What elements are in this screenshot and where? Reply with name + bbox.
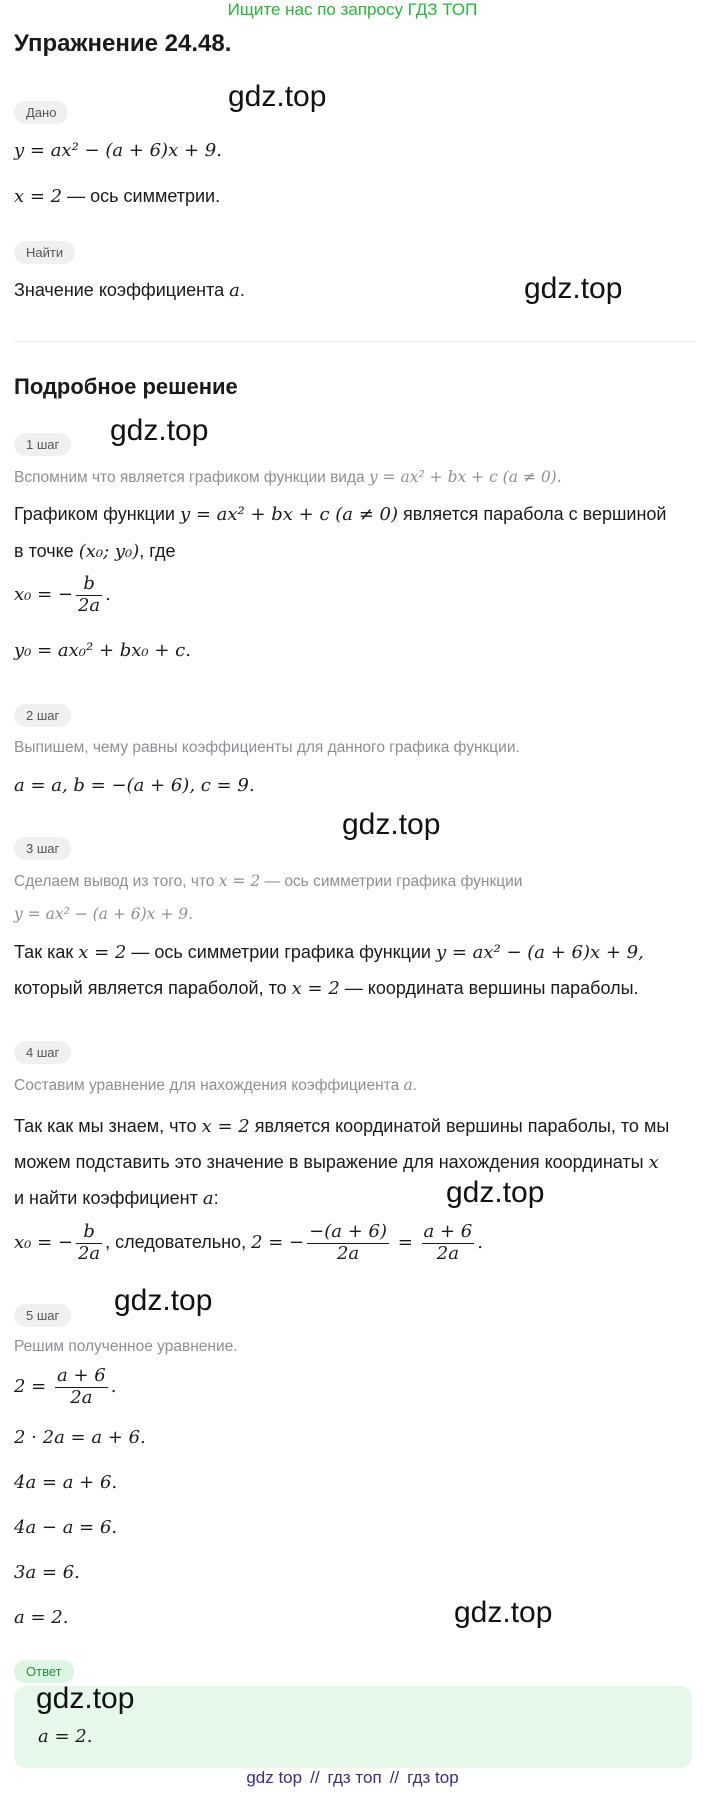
step-hint: y = ax² − (a + 6)x + 9.	[14, 905, 194, 923]
search-banner: Ищите нас по запросу ГДЗ ТОП	[227, 0, 478, 19]
given-badge: Дано	[14, 101, 68, 124]
step-text: Графиком функции y = ax² + bx + c (a ≠ 0) является парабола с вершиной	[14, 504, 667, 525]
formula-x0: x₀ = − $\frac{b}{2a}$ .	[14, 573, 111, 616]
step-text: можем подставить это значение в выражение для нахождения координаты x	[14, 1152, 659, 1173]
solve-line: 2 = $\frac{a + 6}{2a}$ .	[14, 1365, 117, 1408]
answer-value: a = 2.	[38, 1726, 93, 1747]
find-badge: Найти	[14, 241, 75, 264]
answer-badge: Ответ	[14, 1660, 74, 1683]
footer-link[interactable]: гдз топ	[327, 1768, 382, 1787]
watermark: gdz.top	[110, 414, 209, 447]
solve-line: 4a = a + 6.	[14, 1472, 118, 1493]
step-text: Так как x = 2 — ось симметрии графика функции y = ax² − (a + 6)x + 9,	[14, 942, 644, 963]
step-text: и найти коэффициент a:	[14, 1188, 219, 1209]
given-equation: y = ax² − (a + 6)x + 9.	[14, 140, 222, 161]
vertex-equation: x₀ = − $\frac{b}{2a}$ , следовательно, 2 = − $\frac{-(a + 6)}{2a}$ = $\frac{a + 6}{2a}$ .	[14, 1221, 483, 1264]
step-hint: Выпишем, чему равны коэффициенты для данного графика функции.	[14, 739, 520, 756]
given-symmetry-axis: x = 2 — ось симметрии.	[14, 186, 221, 207]
watermark: gdz.top	[446, 1176, 545, 1209]
step-text: в точке (x₀; y₀), где	[14, 541, 176, 562]
step-text: Так как мы знаем, что x = 2 является координатой вершины параболы, то мы	[14, 1116, 670, 1137]
footer-separator: //	[389, 1768, 400, 1787]
watermark: gdz.top	[228, 80, 327, 113]
step-hint: Вспомним что является графиком функции вида y = ax² + bx + c (a ≠ 0).	[14, 468, 562, 486]
step-badge: 4 шаг	[14, 1041, 71, 1064]
footer-separator: //	[310, 1768, 320, 1787]
find-text: Значение коэффициента a.	[14, 280, 245, 301]
solve-line: 3a = 6.	[14, 1562, 80, 1583]
step-badge: 1 шаг	[14, 433, 71, 456]
step-text: который является параболой, то x = 2 — координата вершины параболы.	[14, 978, 639, 999]
solution-title: Подробное решение	[14, 374, 238, 399]
solve-line: a = 2.	[14, 1607, 69, 1628]
footer-links	[0, 1768, 705, 1788]
section-divider	[14, 341, 694, 342]
formula-y0: y₀ = ax₀² + bx₀ + c.	[14, 640, 191, 661]
watermark: gdz.top	[342, 808, 441, 841]
watermark: gdz.top	[114, 1284, 213, 1317]
solve-line: 4a − a = 6.	[14, 1517, 118, 1538]
watermark: gdz.top	[524, 272, 623, 305]
step-badge: 5 шаг	[14, 1304, 71, 1327]
watermark: gdz.top	[454, 1596, 553, 1629]
solve-line: 2 · 2a = a + 6.	[14, 1427, 146, 1448]
step-badge: 3 шаг	[14, 837, 71, 860]
watermark: gdz.top	[36, 1682, 135, 1715]
coefficients: a = a, b = −(a + 6), c = 9.	[14, 775, 255, 796]
footer-link[interactable]: gdz top	[246, 1768, 303, 1787]
page-title: Упражнение 24.48.	[14, 30, 232, 57]
footer-link[interactable]: гдз top	[407, 1768, 459, 1787]
step-hint: Решим полученное уравнение.	[14, 1338, 238, 1355]
step-hint: Сделаем вывод из того, что x = 2 — ось симметрии графика функции	[14, 872, 523, 890]
step-hint: Составим уравнение для нахождения коэффициента a.	[14, 1076, 418, 1094]
step-badge: 2 шаг	[14, 704, 71, 727]
